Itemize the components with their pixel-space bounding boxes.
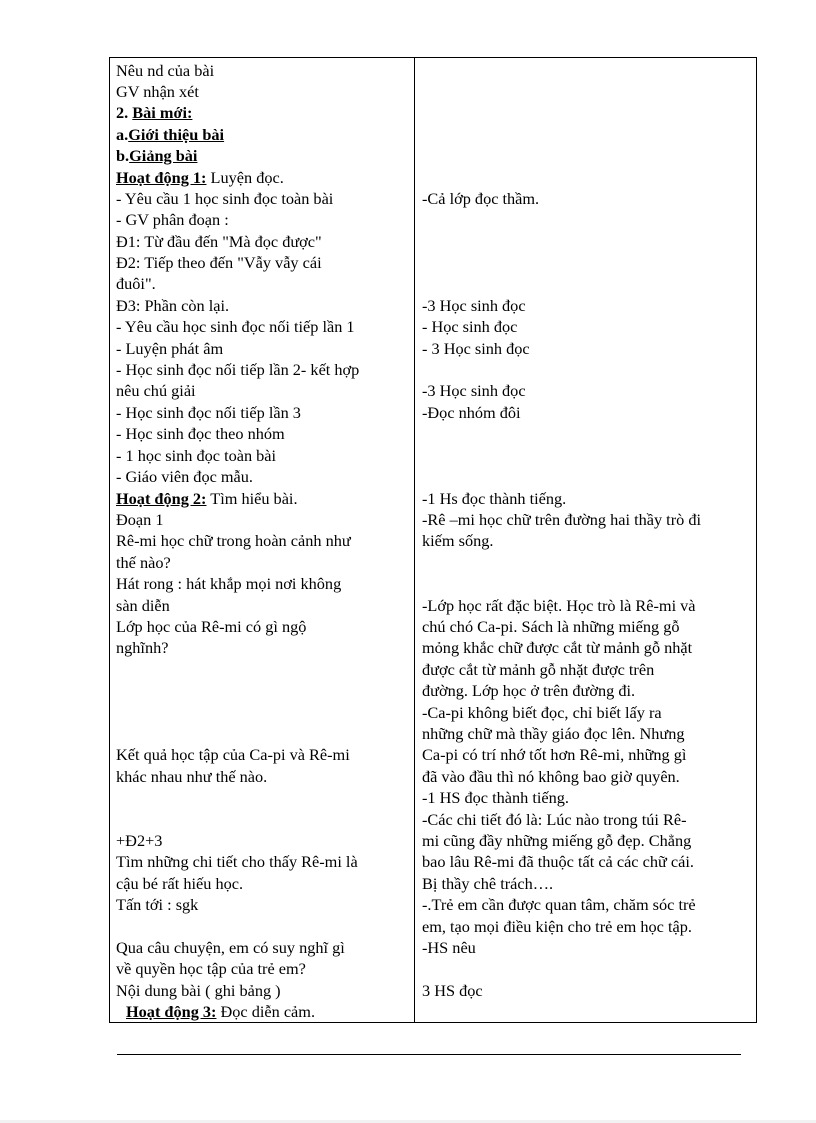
text-line: -3 Học sinh đọc bbox=[422, 381, 526, 400]
text-line: -Cả lớp đọc thầm. bbox=[422, 189, 540, 208]
text-line: Bị thầy chê trách…. bbox=[422, 874, 554, 893]
text-line: Kết quả học tập của Ca-pi và Rê-mi bbox=[116, 745, 350, 764]
text-line: em, tạo mọi điều kiện cho trẻ em học tập. bbox=[422, 917, 692, 936]
text-line: nghĩnh? bbox=[116, 638, 169, 657]
text-line: -3 Học sinh đọc bbox=[422, 296, 526, 315]
text-line: - Học sinh đọc bbox=[422, 317, 518, 336]
text-line: thế nào? bbox=[116, 553, 171, 572]
text-line: -Ca-pi không biết đọc, chỉ biết lấy ra bbox=[422, 703, 662, 722]
text-line: - 3 Học sinh đọc bbox=[422, 339, 530, 358]
text-line: Đ3: Phần còn lại. bbox=[116, 296, 230, 315]
text-line: chú chó Ca-pi. Sách là những miếng gỗ bbox=[422, 617, 680, 636]
text-line: -Lớp học rất đặc biệt. Học trò là Rê-mi và bbox=[422, 596, 696, 615]
text-line: - Yêu cầu học sinh đọc nối tiếp lần 1 bbox=[116, 317, 355, 336]
text-line: Hát rong : hát khắp mọi nơi không bbox=[116, 574, 342, 593]
text-line: sàn diễn bbox=[116, 596, 170, 615]
text-line: -1 Hs đọc thành tiếng. bbox=[422, 489, 567, 508]
section-heading: a.Giới thiệu bài bbox=[116, 125, 225, 144]
text-line: - Học sinh đọc theo nhóm bbox=[116, 424, 285, 443]
text-line: -Các chi tiết đó là: Lúc nào trong túi Rê- bbox=[422, 810, 687, 829]
text-line: - Yêu cầu 1 học sinh đọc toàn bài bbox=[116, 189, 334, 208]
footer-divider bbox=[117, 1054, 741, 1055]
text-line: - 1 học sinh đọc toàn bài bbox=[116, 446, 277, 465]
text-line: - Giáo viên đọc mẫu. bbox=[116, 467, 253, 486]
text-line: +Đ2+3 bbox=[116, 831, 163, 850]
text-line: nêu chú giải bbox=[116, 381, 196, 400]
activity-heading: Hoạt động 3: Đọc diễn cảm. bbox=[126, 1002, 316, 1021]
text-line: GV nhận xét bbox=[116, 82, 199, 101]
text-line: đã vào đầu thì nó không bao giờ quyên. bbox=[422, 767, 680, 786]
text-line: những chữ mà thầy giáo đọc lên. Nhưng bbox=[422, 724, 685, 743]
text-line: Tấn tới : sgk bbox=[116, 895, 199, 914]
text-line: được cắt từ mảnh gỗ nhặt được trên bbox=[422, 660, 655, 679]
text-line: kiếm sống. bbox=[422, 531, 494, 550]
text-line: -.Trẻ em cần được quan tâm, chăm sóc trẻ bbox=[422, 895, 696, 914]
text-line: -HS nêu bbox=[422, 938, 476, 957]
text-line: - Luyện phát âm bbox=[116, 339, 224, 358]
text-line: - Học sinh đọc nối tiếp lần 3 bbox=[116, 403, 301, 422]
text-line: Tìm những chi tiết cho thấy Rê-mi là bbox=[116, 852, 358, 871]
text-line: khác nhau như thế nào. bbox=[116, 767, 268, 786]
text-line: Nội dung bài ( ghi bảng ) bbox=[116, 981, 281, 1000]
text-line: Ca-pi có trí nhớ tốt hơn Rê-mi, những gì bbox=[422, 745, 687, 764]
text-line: -1 HS đọc thành tiếng. bbox=[422, 788, 569, 807]
text-line: Đ2: Tiếp theo đến "Vẫy vẫy cái bbox=[116, 253, 322, 272]
text-line: -Đọc nhóm đôi bbox=[422, 403, 521, 422]
text-line: cậu bé rất hiếu học. bbox=[116, 874, 244, 893]
text-line: bao lâu Rê-mi đã thuộc tất cả các chữ cái. bbox=[422, 852, 694, 871]
text-line: Lớp học của Rê-mi có gì ngộ bbox=[116, 617, 307, 636]
text-line: Đoạn 1 bbox=[116, 510, 164, 529]
text-line: đường. Lớp học ở trên đường đi. bbox=[422, 681, 636, 700]
activity-heading: Hoạt động 2: Tìm hiểu bài. bbox=[116, 489, 298, 508]
section-heading: 2. Bài mới: bbox=[116, 103, 193, 122]
text-line: 3 HS đọc bbox=[422, 981, 483, 1000]
section-heading: b.Giảng bài bbox=[116, 146, 198, 165]
text-line: Đ1: Từ đầu đến "Mà đọc được" bbox=[116, 232, 322, 251]
activity-heading: Hoạt động 1: Luyện đọc. bbox=[116, 168, 284, 187]
text-line: mi cũng đầy những miếng gỗ đẹp. Chẳng bbox=[422, 831, 692, 850]
text-line: - Học sinh đọc nối tiếp lần 2- kết hợp bbox=[116, 360, 360, 379]
text-line: Nêu nd của bài bbox=[116, 61, 215, 80]
text-line: - GV phân đoạn : bbox=[116, 210, 229, 229]
text-line: đuôi". bbox=[116, 274, 156, 293]
text-line: về quyền học tập của trẻ em? bbox=[116, 959, 306, 978]
text-line: Rê-mi học chữ trong hoàn cảnh như bbox=[116, 531, 351, 550]
text-line: Qua câu chuyện, em có suy nghĩ gì bbox=[116, 938, 345, 957]
text-line: mỏng khắc chữ được cắt từ mảnh gỗ nhặt bbox=[422, 638, 693, 657]
text-line: -Rê –mi học chữ trên đường hai thầy trò đi bbox=[422, 510, 702, 529]
